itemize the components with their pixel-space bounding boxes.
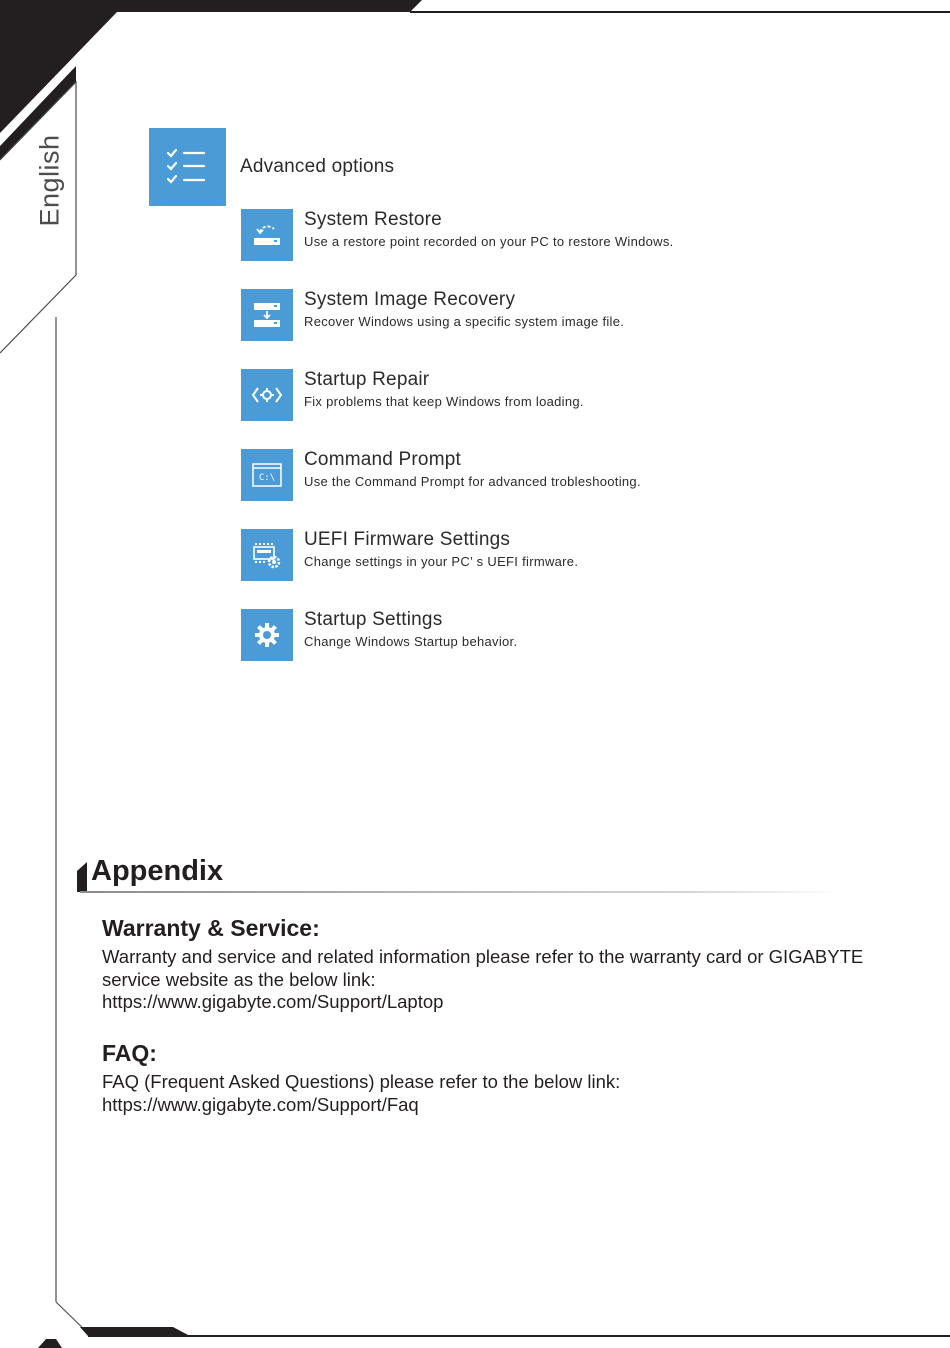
advanced-options-title: Advanced options <box>240 156 395 177</box>
option-system-image-recovery[interactable] <box>241 289 861 341</box>
option-title: Command Prompt <box>304 449 461 470</box>
appendix-title: Appendix <box>91 855 224 887</box>
command-prompt-icon-text: C:\ <box>258 473 276 483</box>
option-system-restore[interactable] <box>241 209 861 261</box>
option-command-prompt[interactable] <box>241 449 861 501</box>
warranty-text <box>102 946 902 1014</box>
option-startup-repair[interactable] <box>241 369 861 421</box>
appendix-divider <box>80 891 840 893</box>
bottom-corner-mark <box>38 1339 62 1348</box>
appendix-marker <box>77 862 87 892</box>
system-restore-icon <box>241 209 293 261</box>
option-description: Fix problems that keep Windows from loading. <box>304 394 584 409</box>
warranty-heading: Warranty & Service: <box>102 915 320 941</box>
gear-icon <box>241 609 293 661</box>
faq-link[interactable]: https://www.gigabyte.com/Support/Faq <box>102 1093 419 1115</box>
checklist-icon <box>149 128 226 206</box>
option-uefi-firmware-settings[interactable] <box>241 529 861 581</box>
language-label: English <box>34 133 65 227</box>
faq-heading: FAQ: <box>102 1040 157 1066</box>
bottom-dark-band <box>80 1327 190 1336</box>
option-description: Change Windows Startup behavior. <box>304 634 518 649</box>
language-tab <box>30 120 70 240</box>
system-image-recovery-icon <box>241 289 293 341</box>
warranty-line-2: service website as the below link: <box>102 968 376 990</box>
startup-repair-icon <box>241 369 293 421</box>
option-title: System Image Recovery <box>304 289 516 310</box>
faq-section <box>102 1039 902 1116</box>
warranty-section <box>102 914 902 1014</box>
option-description: Change settings in your PC’ s UEFI firmware. <box>304 554 579 569</box>
option-title: UEFI Firmware Settings <box>304 529 511 550</box>
option-description: Use the Command Prompt for advanced trobleshooting. <box>304 474 641 489</box>
warranty-link[interactable]: https://www.gigabyte.com/Support/Laptop <box>102 991 444 1012</box>
faq-text <box>102 1071 902 1116</box>
top-left-corner-band <box>0 0 422 133</box>
option-title: Startup Settings <box>304 609 443 630</box>
uefi-firmware-icon <box>241 529 293 581</box>
option-description: Use a restore point recorded on your PC to restore Windows. <box>304 234 674 249</box>
faq-line-1: FAQ (Frequent Asked Questions) please refer to the below link: <box>102 1071 621 1092</box>
option-description: Recover Windows using a specific system image file. <box>304 314 625 329</box>
warranty-line-1: Warranty and service and related information please refer to the warranty card or GIGABYTE <box>102 946 864 967</box>
advanced-options-header <box>149 128 394 206</box>
command-prompt-icon <box>241 449 293 501</box>
option-startup-settings[interactable] <box>241 609 861 661</box>
option-title: System Restore <box>304 209 442 230</box>
option-title: Startup Repair <box>304 369 430 390</box>
